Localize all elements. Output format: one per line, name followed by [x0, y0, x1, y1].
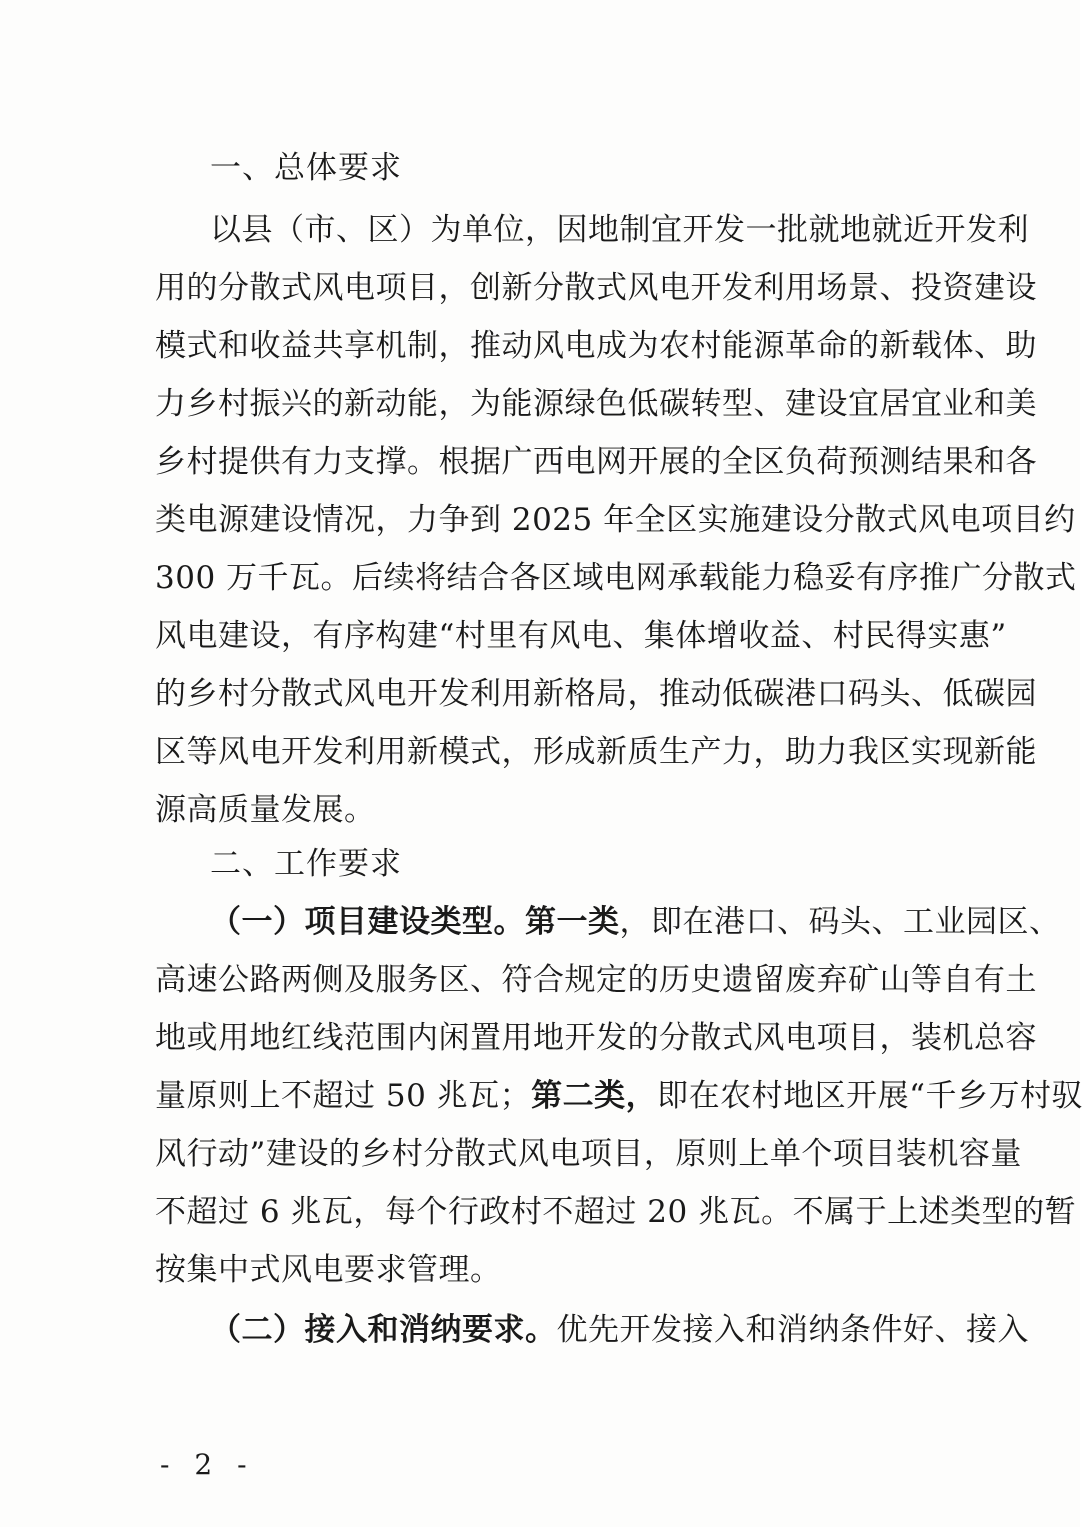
paragraph-line: 用的分散式风电项目，创新分散式风电开发利用场景、投资建设: [155, 270, 1037, 306]
second-class-label: 第二类，: [531, 1078, 658, 1114]
paragraph-line: 的乡村分散式风电开发利用新格局，推动低碳港口码头、低碳园: [155, 676, 1037, 712]
paragraph-line: 区等风电开发利用新模式，形成新质生产力，助力我区实现新能: [155, 734, 1037, 770]
section1-heading: 一、总体要求: [210, 150, 402, 186]
page-number: - 2 -: [160, 1448, 255, 1481]
paragraph-line: 以县（市、区）为单位，因地制宜开发一批就地就近开发利: [210, 212, 1029, 248]
paragraph-line: 类电源建设情况，力争到 2025 年全区实施建设分散式风电项目约: [155, 502, 1076, 538]
item1-line1-text: ，即在港口、码头、工业园区、: [619, 904, 1061, 940]
item1-title: （一）项目建设类型。: [210, 904, 525, 940]
paragraph-line: 模式和收益共享机制，推动风电成为农村能源革命的新载体、助: [155, 328, 1037, 364]
paragraph-line: 高速公路两侧及服务区、符合规定的历史遗留废弃矿山等自有土: [155, 962, 1037, 998]
item2-title: （二）接入和消纳要求。: [210, 1312, 557, 1348]
section2-heading: 二、工作要求: [210, 846, 402, 882]
paragraph-line: 力乡村振兴的新动能，为能源绿色低碳转型、建设宜居宜业和美: [155, 386, 1037, 422]
item1-line4-rest: 即在农村地区开展“千乡万村驭: [657, 1078, 1083, 1114]
paragraph-line: 不超过 6 兆瓦，每个行政村不超过 20 兆瓦。不属于上述类型的暂: [155, 1194, 1077, 1230]
paragraph-line: 风行动”建设的乡村分散式风电项目，原则上单个项目装机容量: [155, 1136, 1022, 1172]
item1-first-line: [210, 892, 1061, 952]
paragraph-line: 源高质量发展。: [155, 792, 376, 828]
paragraph-line: 地或用地红线范围内闲置用地开发的分散式风电项目，装机总容: [155, 1020, 1037, 1056]
paragraph-line: 风电建设，有序构建“村里有风电、集体增收益、村民得实惠”: [155, 618, 1007, 654]
first-class-label: 第一类: [525, 904, 620, 940]
paragraph-line: 按集中式风电要求管理。: [155, 1252, 502, 1288]
item1-line4-pre: 量原则上不超过 50 兆瓦；: [155, 1078, 532, 1114]
paragraph-line: 乡村提供有力支撑。根据广西电网开展的全区负荷预测结果和各: [155, 444, 1037, 480]
item2-first-line: [210, 1300, 1029, 1360]
item1-line4: [155, 1066, 1083, 1126]
paragraph-line: 300 万千瓦。后续将结合各区域电网承载能力稳妥有序推广分散式: [155, 560, 1077, 596]
item2-line1-text: 优先开发接入和消纳条件好、接入: [556, 1312, 1029, 1348]
